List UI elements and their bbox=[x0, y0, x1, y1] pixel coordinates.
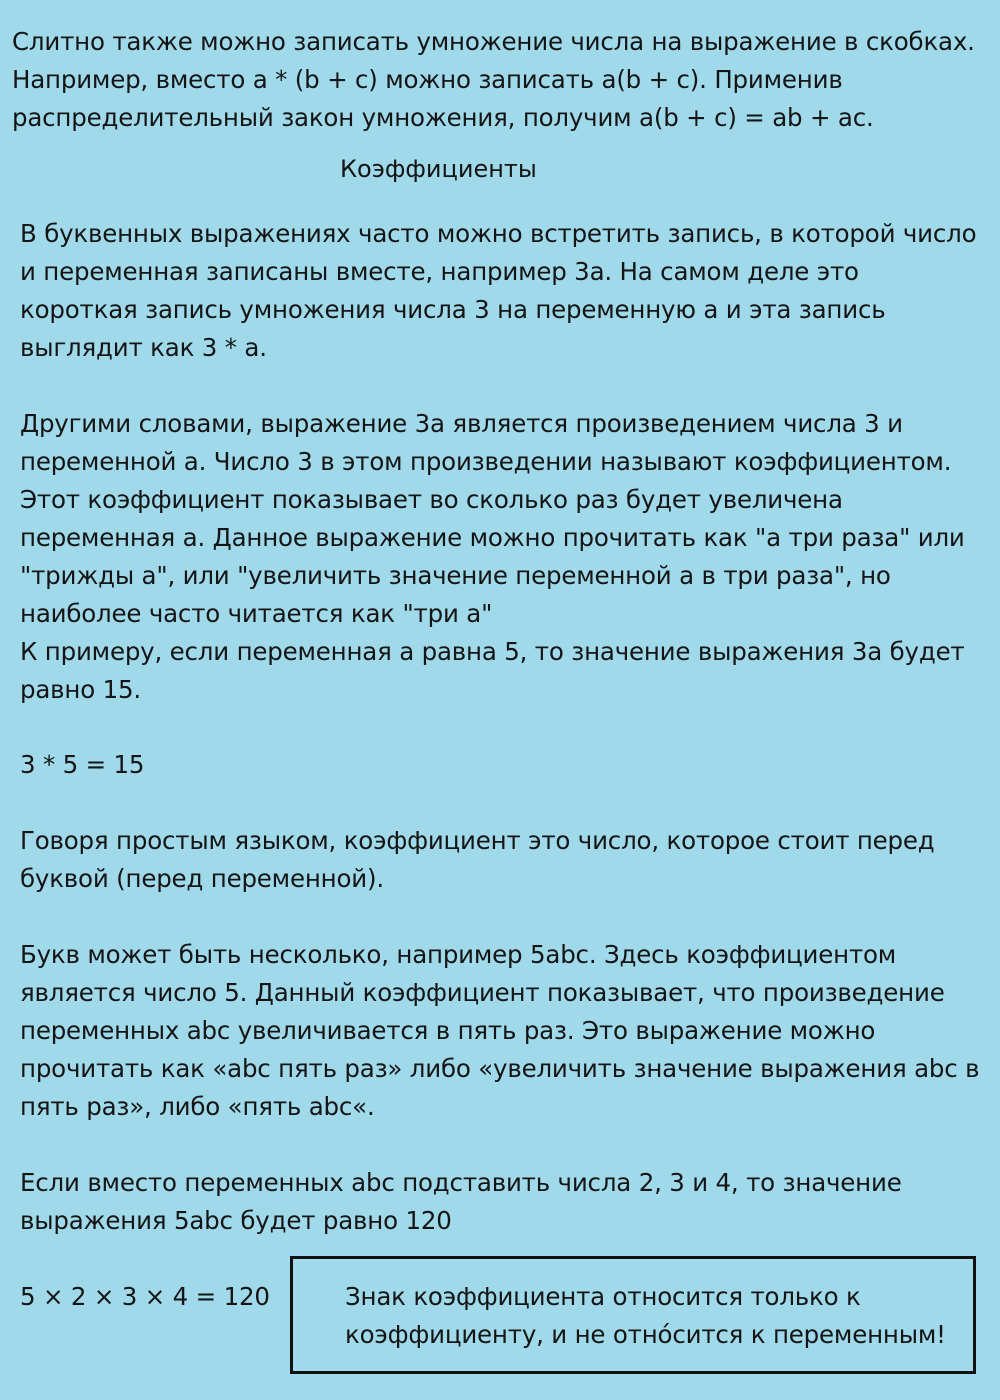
text-line: переменных abc увеличивается в пять раз. Это выражение можно bbox=[20, 1016, 876, 1045]
text-line: и переменная записаны вместе, например 3a. На самом деле это bbox=[20, 257, 859, 286]
text-line: прочитать как «abc пять раз» либо «увеличить значение выражения abc в bbox=[20, 1054, 980, 1083]
text-line: "трижды a", или "увеличить значение переменной a в три раза", но bbox=[20, 561, 891, 590]
text-line: короткая запись умножения числа 3 на переменную a и эта запись bbox=[20, 295, 886, 324]
text-line: Слитно также можно записать умножение числа на выражение в скобках. bbox=[12, 27, 975, 56]
text-line: является число 5. Данный коэффициент показывает, что произведение bbox=[20, 978, 945, 1007]
text-line: равно 15. bbox=[20, 675, 141, 704]
formula-example-1: 3 * 5 = 15 bbox=[20, 750, 145, 779]
text-line: В буквенных выражениях часто можно встретить запись, в которой число bbox=[20, 219, 977, 248]
note-line: коэффициенту, и не отно́сится к переменным! bbox=[345, 1320, 946, 1349]
text-line: выражения 5abc будет равно 120 bbox=[20, 1206, 452, 1235]
text-line: Например, вместо a * (b + c) можно записать a(b + c). Применив bbox=[12, 65, 843, 94]
text-line: переменной a. Число 3 в этом произведении называют коэффициентом. bbox=[20, 447, 952, 476]
text-line: Если вместо переменных abc подставить числа 2, 3 и 4, то значение bbox=[20, 1168, 902, 1197]
text-line: Этот коэффициент показывает во сколько раз будет увеличена bbox=[20, 485, 843, 514]
text-line: Другими словами, выражение 3a является произведением числа 3 и bbox=[20, 409, 903, 438]
text-line: Букв может быть несколько, например 5abc. Здесь коэффициентом bbox=[20, 940, 897, 969]
text-line: переменная a. Данное выражение можно прочитать как "a три раза" или bbox=[20, 523, 965, 552]
text-line: выглядит как 3 * a. bbox=[20, 333, 267, 362]
text-line: буквой (перед переменной). bbox=[20, 864, 384, 893]
text-line: наиболее часто читается как "три a" bbox=[20, 599, 493, 628]
text-line: пять раз», либо «пять abc«. bbox=[20, 1092, 375, 1121]
formula-example-2: 5 × 2 × 3 × 4 = 120 bbox=[20, 1282, 270, 1311]
text-line: распределительный закон умножения, получим a(b + c) = ab + ac. bbox=[12, 103, 874, 132]
text-line: Говоря простым языком, коэффициент это число, которое стоит перед bbox=[20, 826, 935, 855]
note-line: Знак коэффициента относится только к bbox=[345, 1282, 861, 1311]
text-line: К примеру, если переменная a равна 5, то значение выражения 3a будет bbox=[20, 637, 965, 666]
note-box bbox=[290, 1256, 976, 1374]
section-heading: Коэффициенты bbox=[340, 155, 537, 183]
